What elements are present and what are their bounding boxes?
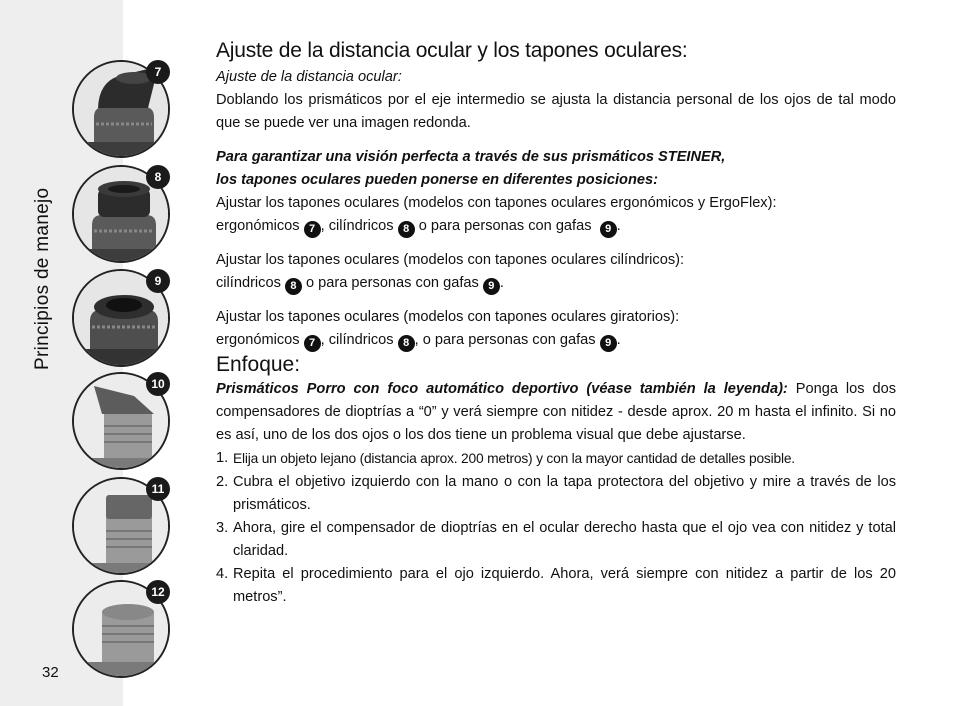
ref-badge-9: 9 [600, 221, 617, 238]
focus-steps-list [216, 447, 896, 609]
block3-line1: Ajustar los tapones oculares (modelos con tapones oculares giratorios): [216, 309, 680, 325]
figure-badge-10: 10 [146, 372, 170, 396]
figure-badge-9: 9 [146, 269, 170, 293]
list-item: 3. Ahora, gire el compensador de dioptrías en el ocular derecho hasta que el ojo vea con nitidez y total claridad. [216, 520, 896, 559]
subheading-eye-distance: Ajuste de la distancia ocular: [216, 69, 402, 85]
list-item: 4. Repita el procedimiento para el ojo izquierdo. Ahora, verá siempre con nitidez a partir de los 20 metros”. [216, 566, 896, 605]
figure-badge-8: 8 [146, 165, 170, 189]
figure-badge-7: 7 [146, 60, 170, 84]
block3-line2: ergonómicos 7 , cilíndricos 8 , o para personas con gafas 9 . [216, 329, 896, 352]
section-title-vertical: Principios de manejo [32, 187, 53, 370]
page-number: 32 [42, 664, 59, 681]
list-item: 1. Elija un objeto lejano (distancia aprox. 200 metros) y con la mayor cantidad de detalles posible. [216, 450, 795, 466]
paragraph-focus-lead: Prismáticos Porro con foco automático deportivo (véase también la leyenda): Ponga los dos compensadores de dioptrías a “0” y verá siempre con nitidez - desde aprox. 20 m hasta el infinito. Si no es así, uno de los dos ojos o los dos tiene un problema visual que debe ajustarse. [216, 381, 896, 443]
list-item: 2. Cubra el objetivo izquierdo con la mano o con la tapa protectora del objetivo y mire a través de los prismáticos. [216, 474, 896, 513]
ref-badge-7: 7 [304, 335, 321, 352]
figure-badge-12: 12 [146, 580, 170, 604]
section-heading-focus: Enfoque: [216, 353, 301, 376]
ref-badge-8: 8 [285, 278, 302, 295]
ref-badge-7: 7 [304, 221, 321, 238]
main-content [216, 36, 896, 609]
block1-line1: Ajustar los tapones oculares (modelos con tapones oculares ergonómicos y ErgoFlex): [216, 195, 777, 211]
bold-intro-line-2: los tapones oculares pueden ponerse en diferentes posiciones: [216, 172, 658, 188]
section-heading-eye-distance: Ajuste de la distancia ocular y los tapones oculares: [216, 39, 688, 62]
figure-badge-11: 11 [146, 477, 170, 501]
bold-intro-line-1: Para garantizar una visión perfecta a través de sus prismáticos STEINER, [216, 149, 726, 165]
ref-badge-8: 8 [398, 221, 415, 238]
block1-line2: ergonómicos 7 , cilíndricos 8 o para personas con gafas 9 . [216, 215, 896, 238]
ref-badge-9: 9 [483, 278, 500, 295]
paragraph-eye-distance: Doblando los prismáticos por el eje intermedio se ajusta la distancia personal de los ojos de tal modo que se puede ver una imagen redonda. [216, 92, 896, 131]
ref-badge-8: 8 [398, 335, 415, 352]
block2-line1: Ajustar los tapones oculares (modelos con tapones oculares cilíndricos): [216, 252, 685, 268]
ref-badge-9: 9 [600, 335, 617, 352]
block2-line2: cilíndricos 8 o para personas con gafas 9 . [216, 272, 896, 295]
